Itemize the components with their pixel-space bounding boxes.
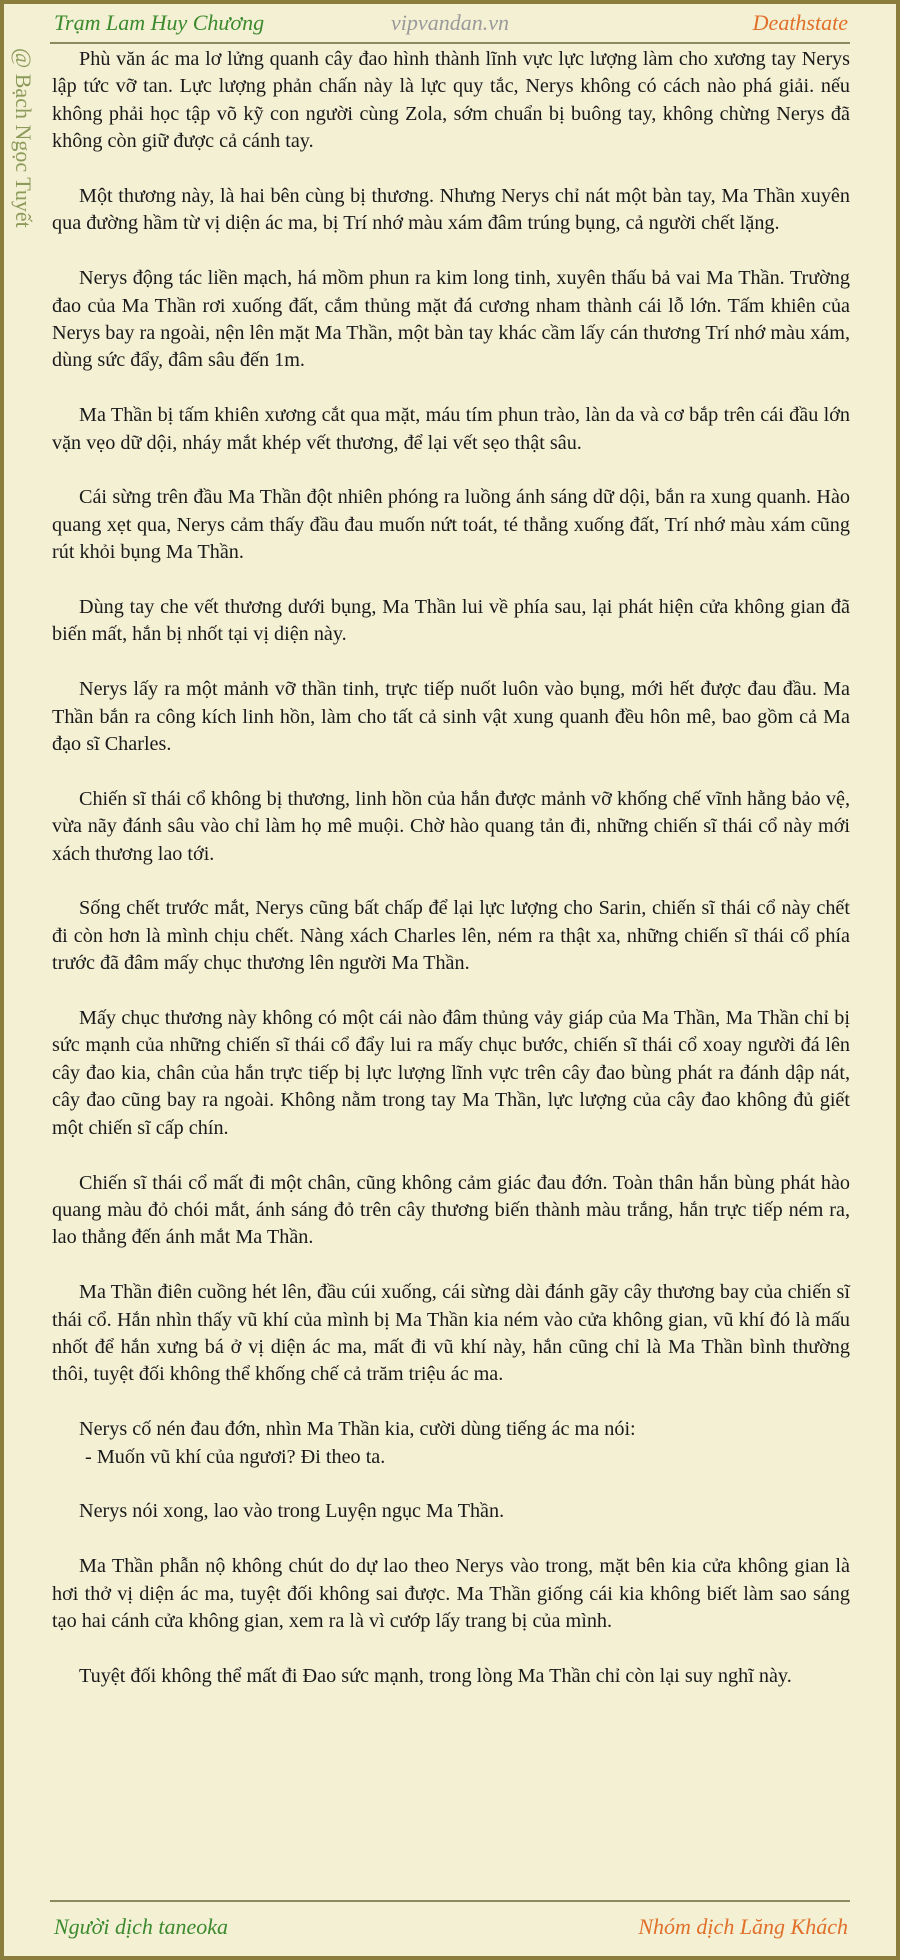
paragraph: Nerys nói xong, lao vào trong Luyện ngục Ma Thần. (79, 1500, 505, 1523)
dialog-line: - Muốn vũ khí của ngươi? Đi theo ta. (80, 1445, 386, 1468)
paragraph: Một thương này, là hai bên cùng bị thương. Nhưng Nerys chỉ nát một bàn tay, Ma Thần xuyên qua đường hầm từ vị diện ác ma, bị Trí nhớ màu xám đâm trúng bụng, cả người chết lặng. (52, 185, 850, 235)
header-site-name: Trạm Lam Huy Chương (54, 10, 265, 35)
page-header (50, 8, 850, 38)
chapter-content (52, 46, 850, 1886)
paragraph: Nerys lấy ra một mảnh vỡ thần tinh, trực tiếp nuốt luôn vào bụng, mới hết được đau đầu. Ma Thần bắn ra công kích linh hồn, làm cho tất cả sinh vật xung quanh đều hôn mê, bao gồm cả Ma đạo sĩ Charles. (52, 678, 850, 756)
side-credit: @ Bạch Ngọc Tuyết (11, 48, 36, 228)
footer-group: Nhóm dịch Lăng Khách (638, 1914, 848, 1939)
header-website[interactable]: vipvandan.vn (391, 10, 509, 35)
paragraph: Dùng tay che vết thương dưới bụng, Ma Thần lui về phía sau, lại phát hiện cửa không gian đã biến mất, hắn bị nhốt tại vị diện này. (52, 596, 850, 646)
header-book-title: Deathstate (752, 10, 848, 35)
paragraph: Chiến sĩ thái cổ không bị thương, linh hồn của hắn được mảnh vỡ khống chế vĩnh hằng bảo vệ, vừa nãy đánh sâu vào chỉ làm họ mê muội. Chờ hào quang tản đi, những chiến sĩ thái cổ này mới xách thương lao tới. (52, 787, 850, 865)
paragraph: Sống chết trước mắt, Nerys cũng bất chấp để lại lực lượng cho Sarin, chiến sĩ thái cổ này chết đi còn hơn là mình chịu chết. Nàng xách Charles lên, ném ra thật xa, những chiến sĩ thái cổ phía trước đã đâm mấy chục thương lên người Ma Thần. (52, 897, 850, 975)
paragraph: Phù văn ác ma lơ lửng quanh cây đao hình thành lĩnh vực lực lượng làm cho xương tay Nerys lập tức vỡ tan. Lực lượng phản chấn này là lực quy tắc, Nerys không có cách nào phá giải. nếu không phải học tập võ kỹ con người cùng Zola, sớm chuẩn bị buông tay, không chừng Nerys đã không còn giữ được cả cánh tay. (52, 48, 850, 153)
paragraph: Nerys động tác liền mạch, há mồm phun ra kim long tinh, xuyên thấu bả vai Ma Thần. Trường đao của Ma Thần rơi xuống đất, cắm thủng mặt đá cương nham thành cái lỗ lớn. Tấm khiên của Nerys bay ra ngoài, nện lên mặt Ma Thần, một bàn tay khác cầm lấy cán thương Trí nhớ màu xám, dùng sức đẩy, đâm sâu đến 1m. (52, 267, 850, 372)
paragraph: Chiến sĩ thái cổ mất đi một chân, cũng không cảm giác đau đớn. Toàn thân hắn bùng phát hào quang màu đỏ chói mắt, ánh sáng đỏ trên cây thương biến thành màu trắng, hắn trực tiếp ném ra, lao thẳng đến ánh mắt Ma Thần. (52, 1171, 850, 1249)
paragraph: Cái sừng trên đầu Ma Thần đột nhiên phóng ra luồng ánh sáng dữ dội, bắn ra xung quanh. Hào quang xẹt qua, Nerys cảm thấy đầu đau muốn nứt toát, té thẳng xuống đất, Trí nhớ màu xám cũng rút khỏi bụng Ma Thần. (52, 486, 850, 564)
header-divider (50, 42, 850, 44)
footer-translator: Người dịch taneoka (54, 1914, 229, 1939)
paragraph: Ma Thần bị tấm khiên xương cắt qua mặt, máu tím phun trào, làn da và cơ bắp trên cái đầu lớn vặn vẹo dữ dội, nháy mắt khép vết thương, để lại vết sẹo thật sâu. (52, 404, 850, 454)
page-footer (50, 1914, 850, 1944)
paragraph: Ma Thần điên cuồng hét lên, đầu cúi xuống, cái sừng dài đánh gãy cây thương bay của chiến sĩ thái cổ. Hắn nhìn thấy vũ khí của mình bị Ma Thần kia ném vào cửa không gian, vũ khí đó là mấu nhốt để hắn xưng bá ở vị diện ác ma, mất đi vũ khí này, hắn cũng chỉ là Ma Thần bình thường thôi, tuyệt đối không thể khống chế cả trăm triệu ác ma. (52, 1281, 850, 1386)
paragraph: Tuyệt đối không thể mất đi Đao sức mạnh, trong lòng Ma Thần chỉ còn lại suy nghĩ này. (79, 1664, 792, 1687)
footer-divider (50, 1900, 850, 1902)
dialog-intro: Nerys cố nén đau đớn, nhìn Ma Thần kia, cười dùng tiếng ác ma nói: (79, 1418, 636, 1441)
paragraph: Ma Thần phẫn nộ không chút do dự lao theo Nerys vào trong, mặt bên kia cửa không gian là hơi thở vị diện ác ma, tuyệt đối không sai được. Ma Thần giống cái kia không biết làm sao sáng tạo hai cánh cửa không gian, xem ra là vì cướp lấy trang bị của mình. (52, 1555, 850, 1632)
paragraph: Mấy chục thương này không có một cái nào đâm thủng vảy giáp của Ma Thần, Ma Thần chỉ bị sức mạnh của những chiến sĩ thái cổ đẩy lui ra mấy chục bước, chiến sĩ thái cổ xoay người đá lên cây đao kia, chân của hắn trực tiếp bị lực lượng lĩnh vực trên cây đao bùng phát ra đánh dập nát, cây đao cũng bay ra ngoài. Không nằm trong tay Ma Thần, lực lượng của cây đao không đủ giết một chiến sĩ cấp chín. (52, 1007, 850, 1139)
